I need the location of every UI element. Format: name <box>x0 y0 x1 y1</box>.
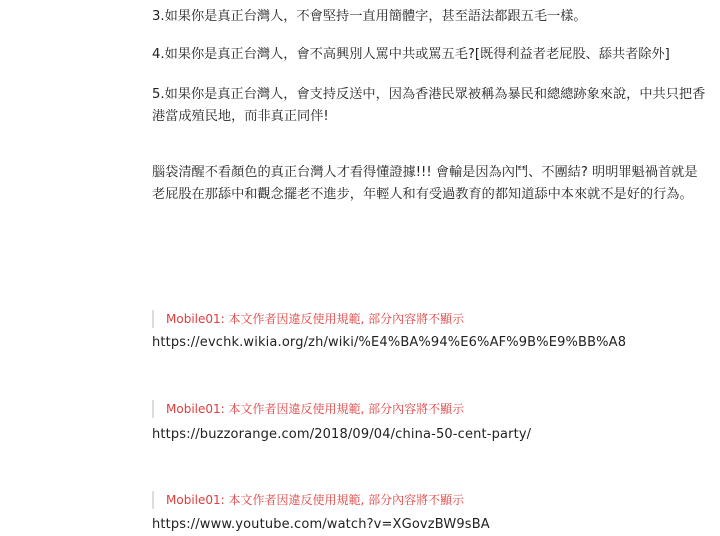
moderation-notice: Mobile01: 本文作者因違反使用規範, 部分內容將不顯示 <box>152 310 464 328</box>
post-paragraph: 4.如果你是真正台灣人，會不高興別人罵中共或罵五毛?[既得利益者老屁股、舔共者除外] <box>152 47 670 62</box>
post-paragraph: 腦袋清醒不看顏色的真正台灣人才看得懂證據!!! 會輸是因為內鬥、不團結? 明明罪魁禍首就是老屁股在那舔中和觀念擺老不進步，年輕人和有受過教育的都知道舔中本來就不是好的行為。 <box>152 165 698 202</box>
moderation-notice: Mobile01: 本文作者因違反使用規範, 部分內容將不顯示 <box>152 400 464 418</box>
post-link[interactable]: https://www.youtube.com/watch?v=XGovzBW9sBA <box>152 517 490 532</box>
post-link[interactable]: https://evchk.wikia.org/zh/wiki/%E4%BA%94%E6%AF%9B%E9%BB%A8 <box>152 335 627 350</box>
post-paragraph: 5.如果你是真正台灣人，會支持反送中，因為香港民眾被稱為暴民和總總跡象來說，中共只把香港當成殖民地，而非真正同伴! <box>152 87 706 124</box>
moderation-notice: Mobile01: 本文作者因違反使用規範, 部分內容將不顯示 <box>152 491 464 509</box>
post-paragraph: 3.如果你是真正台灣人，不會堅持一直用簡體字，甚至語法都跟五毛一樣。 <box>152 9 587 24</box>
post-link[interactable]: https://buzzorange.com/2018/09/04/china-50-cent-party/ <box>152 427 532 442</box>
